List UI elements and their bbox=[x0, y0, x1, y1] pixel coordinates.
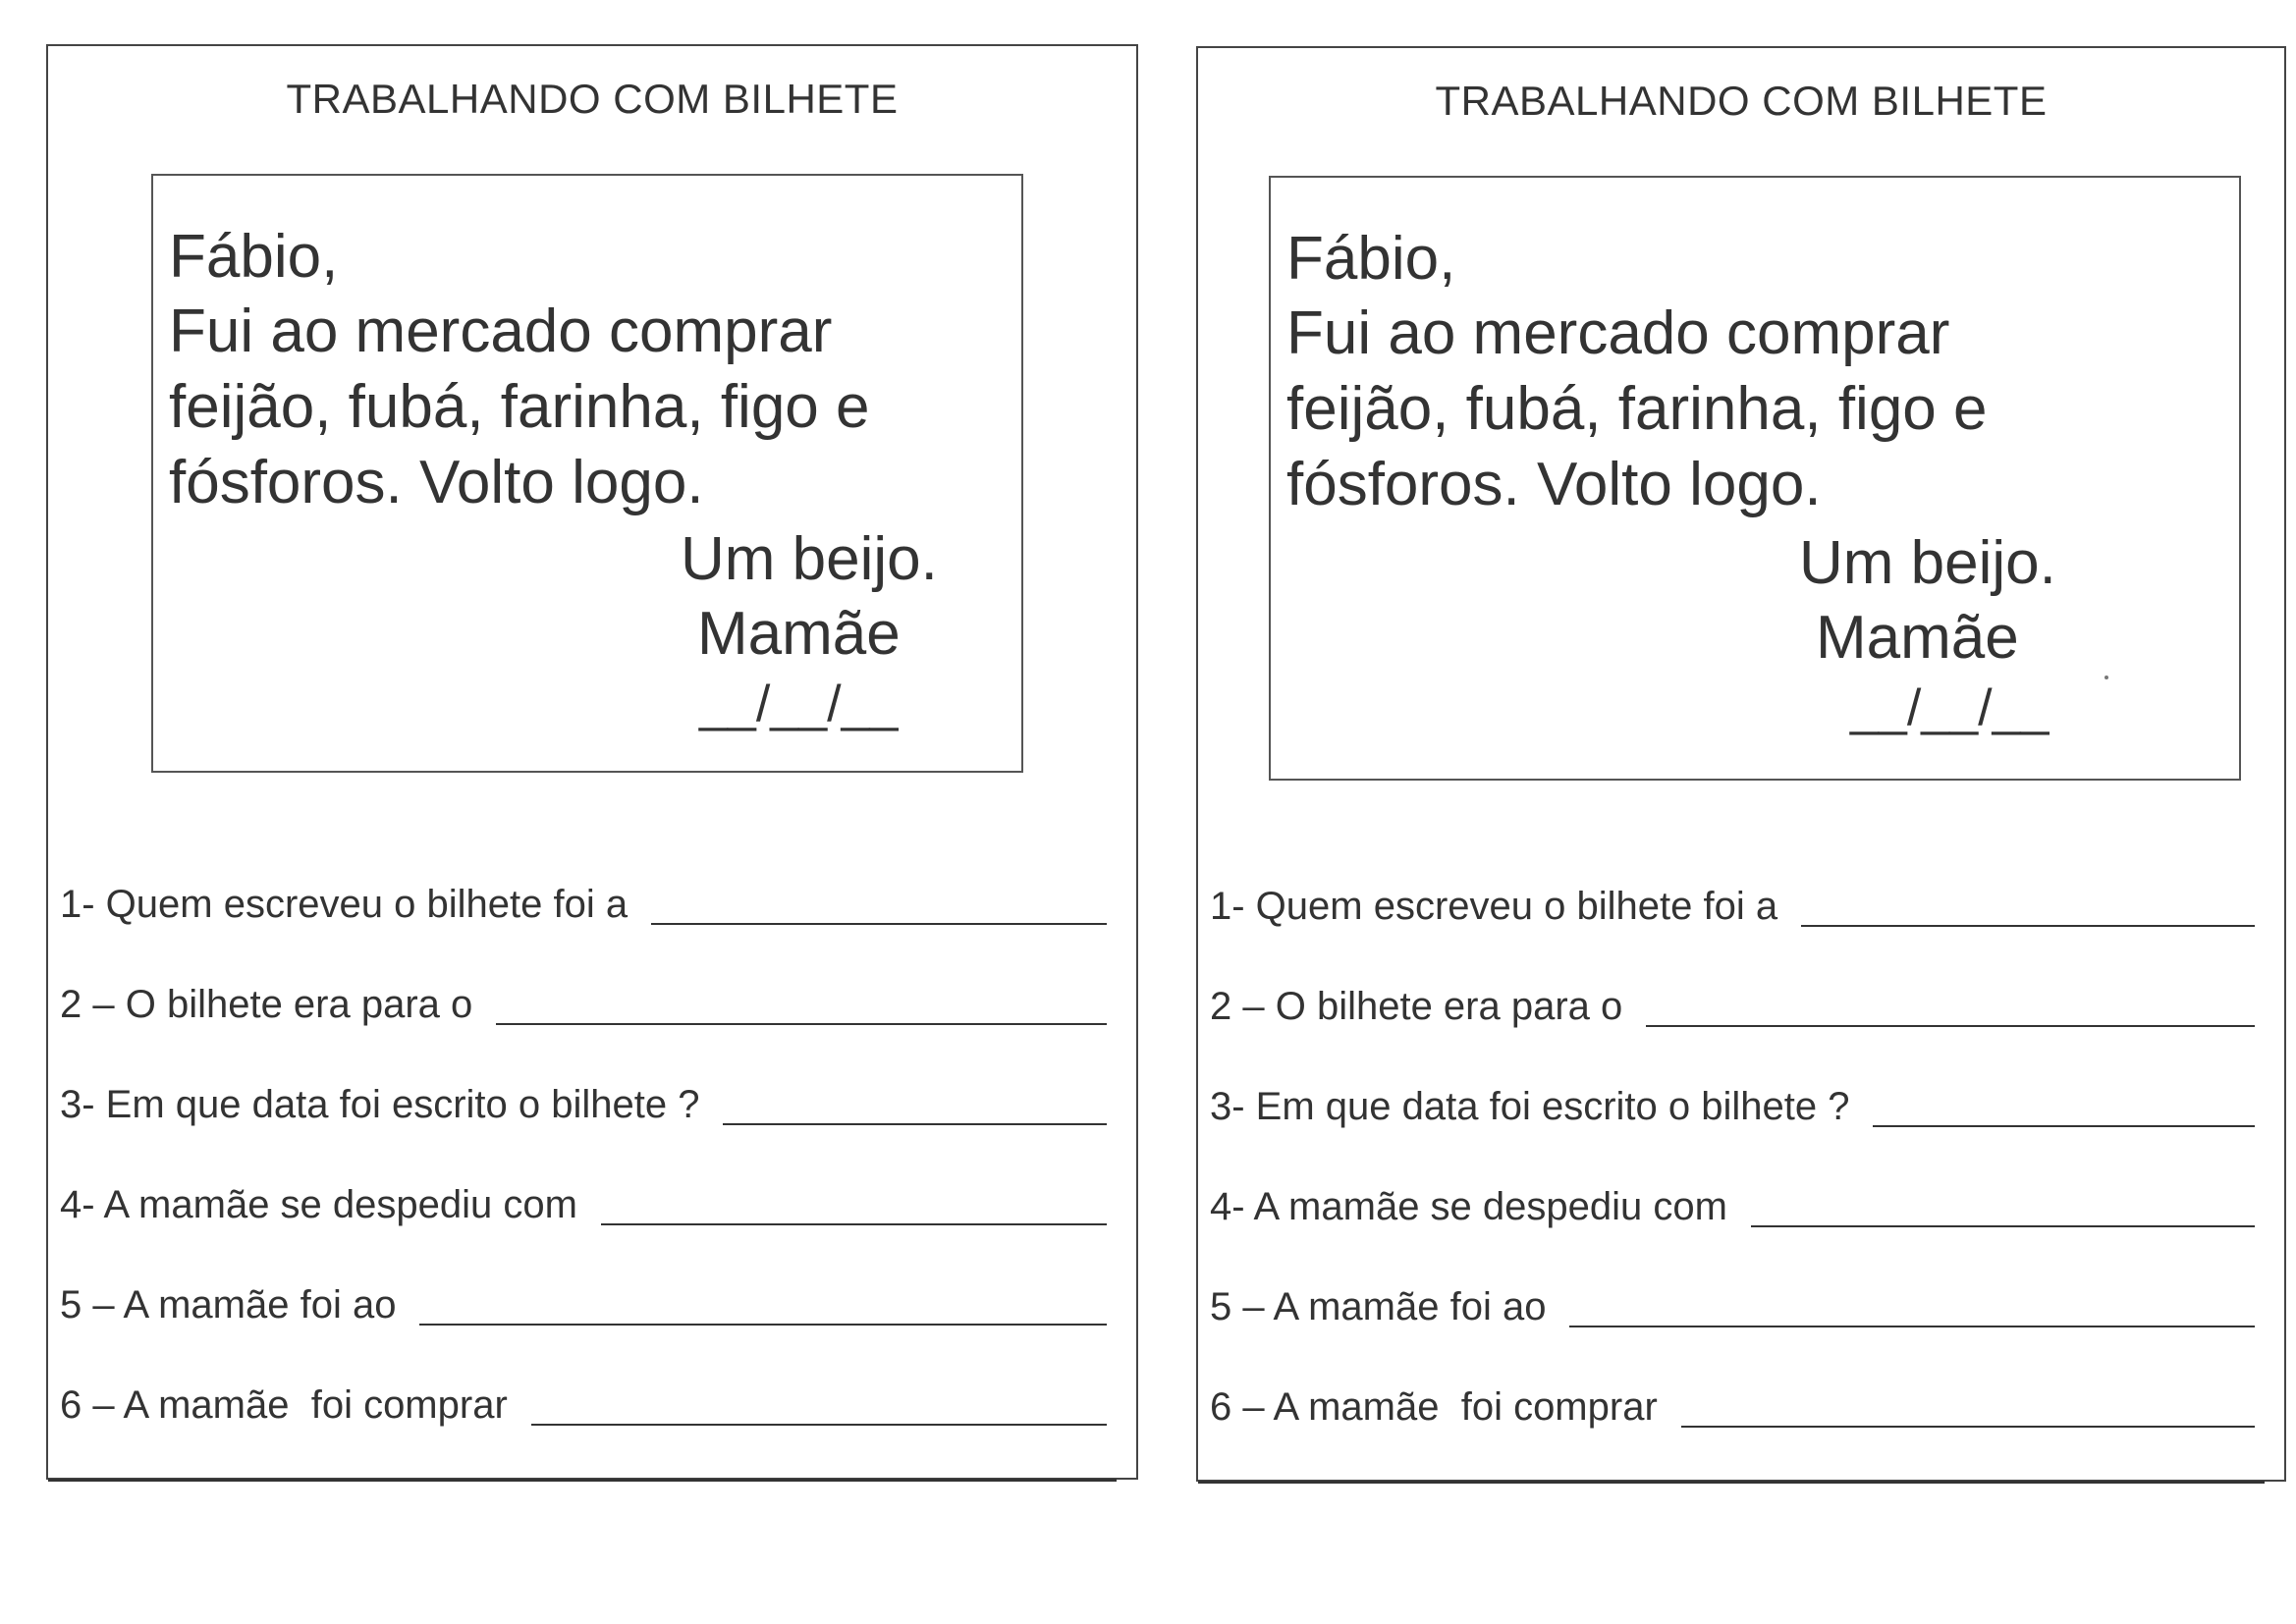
answer-line[interactable] bbox=[496, 1022, 1107, 1025]
answer-line[interactable] bbox=[1569, 1325, 2255, 1327]
answer-line[interactable] bbox=[1646, 1024, 2255, 1027]
question-text: 1- Quem escreveu o bilhete foi a bbox=[60, 883, 629, 926]
note-signature: Mamãe bbox=[697, 600, 901, 668]
question-text: 3- Em que data foi escrito o bilhete ? bbox=[60, 1083, 700, 1126]
question-row bbox=[60, 827, 1107, 927]
question-row bbox=[1210, 929, 2255, 1029]
question-text: 4- A mamãe se despediu com bbox=[1210, 1185, 1727, 1228]
note-greeting: Fábio, bbox=[169, 223, 339, 291]
question-row bbox=[1210, 1129, 2255, 1229]
answer-line[interactable] bbox=[419, 1323, 1107, 1326]
answer-line[interactable] bbox=[723, 1122, 1107, 1125]
question-row bbox=[1210, 829, 2255, 929]
worksheet-right bbox=[1196, 46, 2286, 1482]
question-text: 6 – A mamãe foi comprar bbox=[60, 1383, 508, 1427]
note-body-line: Fui ao mercado comprar bbox=[1286, 299, 1950, 367]
note-date-blank: __/__/__ bbox=[1850, 679, 2050, 736]
worksheet-title: TRABALHANDO COM BILHETE bbox=[286, 76, 899, 122]
question-text: 6 – A mamãe foi comprar bbox=[1210, 1385, 1658, 1429]
question-row bbox=[60, 1127, 1107, 1227]
answer-line[interactable] bbox=[651, 922, 1107, 925]
note-box bbox=[1269, 176, 2241, 781]
question-text: 2 – O bilhete era para o bbox=[60, 983, 473, 1026]
question-text: 1- Quem escreveu o bilhete foi a bbox=[1210, 885, 1778, 928]
note-signature: Mamãe bbox=[1816, 604, 2019, 672]
question-row bbox=[1210, 1329, 2255, 1430]
bottom-rule bbox=[1198, 1481, 2265, 1484]
question-row bbox=[60, 1027, 1107, 1127]
note-date-blank: __/__/__ bbox=[699, 676, 899, 732]
question-list bbox=[1210, 829, 2255, 1430]
question-text: 5 – A mamãe foi ao bbox=[60, 1283, 397, 1326]
question-list bbox=[60, 827, 1107, 1428]
question-row bbox=[60, 1327, 1107, 1428]
answer-line[interactable] bbox=[1681, 1425, 2255, 1428]
note-body-line: fósforos. Volto logo. bbox=[169, 449, 704, 516]
bottom-rule bbox=[48, 1479, 1117, 1482]
question-text: 4- A mamãe se despediu com bbox=[60, 1183, 577, 1226]
answer-line[interactable] bbox=[601, 1222, 1107, 1225]
question-row bbox=[60, 927, 1107, 1027]
answer-line[interactable] bbox=[1873, 1124, 2255, 1127]
note-greeting: Fábio, bbox=[1286, 225, 1456, 293]
answer-line[interactable] bbox=[531, 1423, 1107, 1426]
question-row bbox=[60, 1227, 1107, 1327]
question-row bbox=[1210, 1229, 2255, 1329]
note-box bbox=[151, 174, 1023, 773]
scan-speck bbox=[2105, 676, 2108, 679]
worksheet-title: TRABALHANDO COM BILHETE bbox=[1435, 78, 2048, 124]
note-body-line: Fui ao mercado comprar bbox=[169, 298, 833, 365]
question-text: 2 – O bilhete era para o bbox=[1210, 985, 1623, 1028]
note-body-line: fósforos. Volto logo. bbox=[1286, 451, 1822, 518]
question-row bbox=[1210, 1029, 2255, 1129]
note-body-line: feijão, fubá, farinha, figo e bbox=[1286, 375, 1988, 443]
answer-line[interactable] bbox=[1751, 1224, 2255, 1227]
worksheet-left bbox=[46, 44, 1138, 1480]
note-body-line: feijão, fubá, farinha, figo e bbox=[169, 373, 870, 441]
question-text: 3- Em que data foi escrito o bilhete ? bbox=[1210, 1085, 1850, 1128]
note-closing: Um beijo. bbox=[1799, 529, 2056, 597]
answer-line[interactable] bbox=[1801, 924, 2255, 927]
note-closing: Um beijo. bbox=[681, 525, 938, 593]
question-text: 5 – A mamãe foi ao bbox=[1210, 1285, 1547, 1328]
